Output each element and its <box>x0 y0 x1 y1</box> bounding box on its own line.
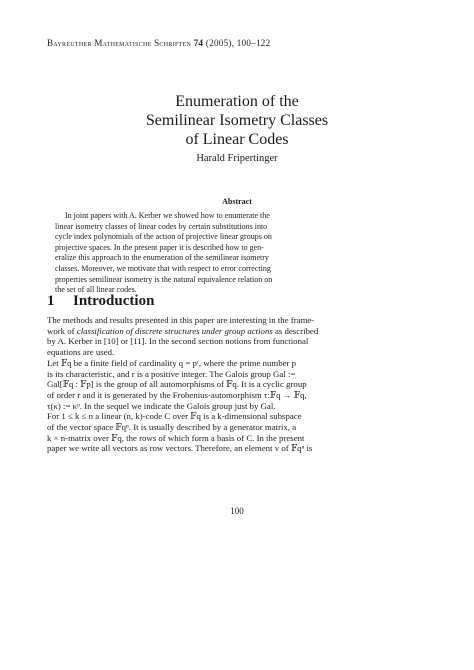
body-line: is its characteristic, and r is a positive integer. The Galois group Gal := <box>47 368 296 379</box>
page-number: 100 <box>230 506 244 516</box>
body-line: Gal[𝔽q : 𝔽p] is the group of all automorphisms of 𝔽q. It is a cyclic group <box>47 379 307 390</box>
section-heading <box>47 293 154 310</box>
author-name: Harald Fripertinger <box>196 153 278 164</box>
body-line: equations are used. <box>47 347 115 358</box>
abstract-line: the set of all linear codes. <box>55 285 137 295</box>
title-line: of Linear Codes <box>185 131 289 148</box>
body-line: τ(κ) := κᵖ. In the sequel we indicate the Galois group just by Gal. <box>47 400 276 411</box>
section-number: 1 <box>47 293 55 309</box>
volume-number: 74 <box>193 38 204 48</box>
abstract-heading: Abstract <box>222 197 252 206</box>
body-line: by A. Kerber in [10] or [11]. In the second section notions from functional <box>47 336 309 347</box>
year-pages: (2005), 100–122 <box>205 38 271 48</box>
abstract-line: projective spaces. In the present paper it is described how to gen- <box>55 242 264 252</box>
body-line: Let 𝔽q be a finite field of cardinality q = pʳ, where the prime number p <box>47 357 297 368</box>
abstract-line: properties semilinear isometry is the natural equivalence relation on <box>55 274 273 284</box>
section-title: Introduction <box>73 293 155 309</box>
title-line: Enumeration of the <box>175 93 299 110</box>
running-head <box>47 38 270 48</box>
body-line: of order r and it is generated by the Frobenius-automorphism τ:𝔽q → 𝔽q, <box>47 389 307 400</box>
abstract-line: classes. Moreover, we motivate that with respect to error correcting <box>55 263 271 273</box>
abstract-line: eralize this approach to the enumeration of the semilinear isometry <box>55 253 269 263</box>
abstract-line: cycle index polynomials of the action of projective linear groups on <box>55 232 272 242</box>
body-line: work of classification of discrete structures under group actions as described <box>47 325 319 336</box>
body-line: The methods and results presented in this paper are interesting in the frame- <box>47 315 315 325</box>
body-text <box>47 315 427 454</box>
body-line: k × n-matrix over 𝔽q, the rows of which form a basis of C. In the present <box>47 432 305 443</box>
abstract-text <box>55 211 419 296</box>
abstract-line: In joint papers with A. Kerber we showed how to enumerate the <box>65 211 270 220</box>
title-line: Semilinear Isometry Classes <box>145 112 329 129</box>
emphasis-text: classification of discrete structures under group actions <box>76 325 273 336</box>
body-line: paper we write all vectors as row vectors. Therefore, an element v of 𝔽qⁿ is <box>47 443 313 454</box>
journal-name: Bayreuther Mathematische Schriften <box>47 38 192 48</box>
body-line: of the vector space 𝔽qⁿ. It is usually described by a generator matrix, a <box>47 422 297 433</box>
body-line: For 1 ≤ k ≤ n a linear (n, k)-code C over 𝔽q is a k-dimensional subspace <box>47 411 302 422</box>
paper-title <box>0 92 474 149</box>
abstract-line: linear isometry classes of linear codes by certain substitutions into <box>55 221 268 231</box>
